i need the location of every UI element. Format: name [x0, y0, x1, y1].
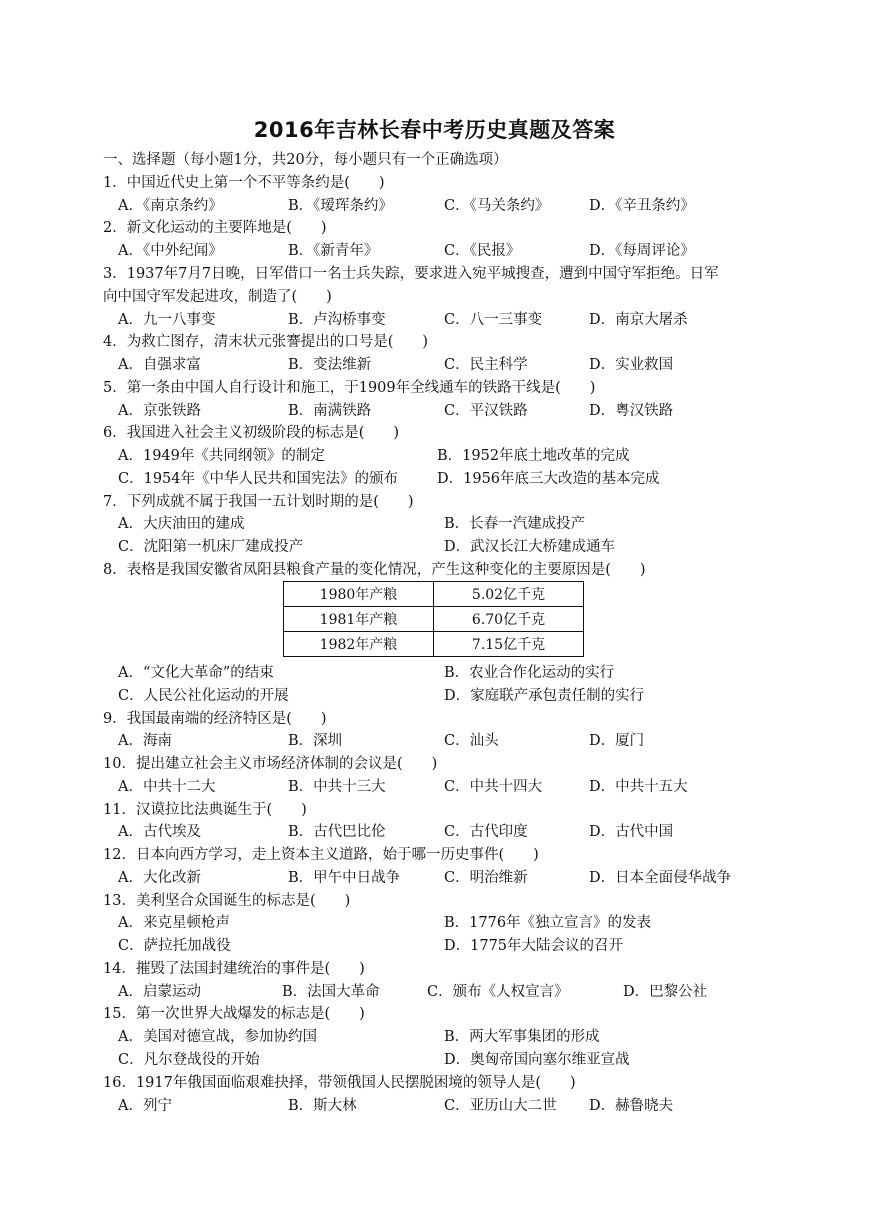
q9-option-b: B．深圳	[288, 733, 343, 749]
q13-option-b: B．1776年《独立宣言》的发表	[444, 915, 652, 931]
q13-option-c: C．萨拉托加战役	[118, 938, 231, 954]
q8-option-c: C．人民公社化运动的开展	[118, 688, 289, 704]
q10-option-c: C．中共十四大	[444, 779, 543, 795]
question-3-cont: 向中国守军发起进攻，制造了( )	[103, 289, 332, 305]
q7-option-c: C．沈阳第一机床厂建成投产	[118, 539, 304, 555]
q16-option-a: A．列宁	[118, 1098, 172, 1114]
q11-option-b: B．古代巴比伦	[288, 824, 386, 840]
question-11: 11．汉谟拉比法典诞生于( )	[103, 802, 307, 818]
question-3: 3．1937年7月7日晚，日军借口一名士兵失踪，要求进入宛平城搜查，遭到中国守军拒绝。日军	[103, 266, 719, 282]
page-title: 2016年吉林长春中考历史真题及答案	[253, 118, 616, 142]
table-cell-amount: 5.02亿千克	[434, 582, 584, 607]
q8-option-b: B．农业合作化运动的实行	[444, 665, 615, 681]
q1-option-b: B．《瑷珲条约》	[288, 198, 393, 214]
question-2: 2．新文化运动的主要阵地是( )	[103, 220, 327, 236]
q2-option-b: B．《新青年》	[288, 243, 379, 259]
q7-option-d: D．武汉长江大桥建成通车	[444, 539, 616, 555]
q5-option-a: A．京张铁路	[118, 403, 201, 419]
q3-option-a: A．九一八事变	[118, 312, 216, 328]
table-cell-amount: 7.15亿千克	[434, 632, 584, 657]
q16-option-d: D．赫鲁晓夫	[589, 1098, 674, 1114]
table-cell-amount: 6.70亿千克	[434, 607, 584, 632]
question-5: 5．第一条由中国人自行设计和施工，于1909年全线通车的铁路干线是( )	[103, 380, 596, 396]
q10-option-a: A．中共十二大	[118, 779, 216, 795]
q2-option-c: C．《民报》	[444, 243, 521, 259]
q15-option-a: A．美国对德宣战，参加协约国	[118, 1029, 317, 1045]
q16-option-c: C．亚历山大二世	[444, 1098, 557, 1114]
q9-option-d: D．厦门	[589, 733, 645, 749]
q5-option-c: C．平汉铁路	[444, 403, 528, 419]
question-6: 6．我国进入社会主义初级阶段的标志是( )	[103, 425, 400, 441]
q13-option-d: D．1775年大陆会议的召开	[444, 938, 624, 954]
q6-option-d: D．1956年底三大改造的基本完成	[437, 471, 660, 487]
q4-option-c: C．民主科学	[444, 357, 528, 373]
question-8: 8．表格是我国安徽省凤阳县粮食产量的变化情况，产生这种变化的主要原因是( )	[103, 562, 646, 578]
question-14: 14．摧毁了法国封建统治的事件是( )	[103, 961, 365, 977]
q2-option-a: A．《中外纪闻》	[118, 243, 223, 259]
question-4: 4．为救亡图存，清末状元张謇提出的口号是( )	[103, 334, 429, 350]
question-16: 16．1917年俄国面临艰难抉择，带领俄国人民摆脱困境的领导人是( )	[103, 1075, 576, 1091]
q15-option-c: C．凡尔登战役的开始	[118, 1052, 260, 1068]
question-1: 1．中国近代史上第一个不平等条约是( )	[103, 175, 385, 191]
table-row	[284, 582, 584, 607]
q5-option-d: D．粤汉铁路	[589, 403, 674, 419]
q3-option-b: B．卢沟桥事变	[288, 312, 386, 328]
q14-option-d: D．巴黎公社	[623, 984, 708, 1000]
q6-option-c: C．1954年《中华人民共和国宪法》的颁布	[118, 471, 398, 487]
q6-option-b: B．1952年底土地改革的完成	[437, 448, 630, 464]
q12-option-d: D．日本全面侵华战争	[589, 870, 732, 886]
q16-option-b: B．斯大林	[288, 1098, 357, 1114]
table-cell-year: 1982年产粮	[284, 632, 434, 657]
table-cell-year: 1981年产粮	[284, 607, 434, 632]
q3-option-c: C．八一三事变	[444, 312, 543, 328]
question-9: 9．我国最南端的经济特区是( )	[103, 711, 327, 727]
q14-option-a: A．启蒙运动	[118, 984, 201, 1000]
q15-option-b: B．两大军事集团的形成	[444, 1029, 600, 1045]
q4-option-a: A．自强求富	[118, 357, 201, 373]
q8-option-a: A．“文化大革命”的结束	[118, 665, 274, 681]
section-heading: 一、选择题（每小题1分，共20分，每小题只有一个正确选项）	[103, 152, 508, 168]
table-cell-year: 1980年产粮	[284, 582, 434, 607]
q8-option-d: D．家庭联产承包责任制的实行	[444, 688, 645, 704]
q14-option-c: C．颁布《人权宣言》	[427, 984, 569, 1000]
q15-option-d: D．奥匈帝国向塞尔维亚宣战	[444, 1052, 630, 1068]
q1-option-c: C．《马关条约》	[444, 198, 550, 214]
q11-option-d: D．古代中国	[589, 824, 674, 840]
q2-option-d: D．《每周评论》	[589, 243, 695, 259]
q10-option-d: D．中共十五大	[589, 779, 688, 795]
table-row	[284, 632, 584, 657]
question-15: 15．第一次世界大战爆发的标志是( )	[103, 1006, 365, 1022]
q9-option-a: A．海南	[118, 733, 172, 749]
question-13: 13．美利坚合众国诞生的标志是( )	[103, 893, 351, 909]
grain-output-table	[283, 581, 584, 657]
q4-option-d: D．实业救国	[589, 357, 674, 373]
q10-option-b: B．中共十三大	[288, 779, 386, 795]
q12-option-c: C．明治维新	[444, 870, 528, 886]
q4-option-b: B．变法维新	[288, 357, 372, 373]
q5-option-b: B．南满铁路	[288, 403, 372, 419]
q3-option-d: D．南京大屠杀	[589, 312, 688, 328]
table-row	[284, 607, 584, 632]
q1-option-a: A．《南京条约》	[118, 198, 223, 214]
q1-option-d: D．《辛丑条约》	[589, 198, 695, 214]
question-7: 7．下列成就不属于我国一五计划时期的是( )	[103, 494, 414, 510]
q11-option-a: A．古代埃及	[118, 824, 201, 840]
q12-option-a: A．大化改新	[118, 870, 201, 886]
q9-option-c: C．汕头	[444, 733, 499, 749]
q7-option-a: A．大庆油田的建成	[118, 516, 245, 532]
q11-option-c: C．古代印度	[444, 824, 528, 840]
question-10: 10．提出建立社会主义市场经济体制的会议是( )	[103, 756, 438, 772]
q14-option-b: B．法国大革命	[282, 984, 380, 1000]
q6-option-a: A．1949年《共同纲领》的制定	[118, 448, 325, 464]
question-12: 12．日本向西方学习，走上资本主义道路，始于哪一历史事件( )	[103, 847, 539, 863]
q13-option-a: A．来克星顿枪声	[118, 915, 230, 931]
q7-option-b: B．长春一汽建成投产	[444, 516, 586, 532]
q12-option-b: B．甲午中日战争	[288, 870, 401, 886]
